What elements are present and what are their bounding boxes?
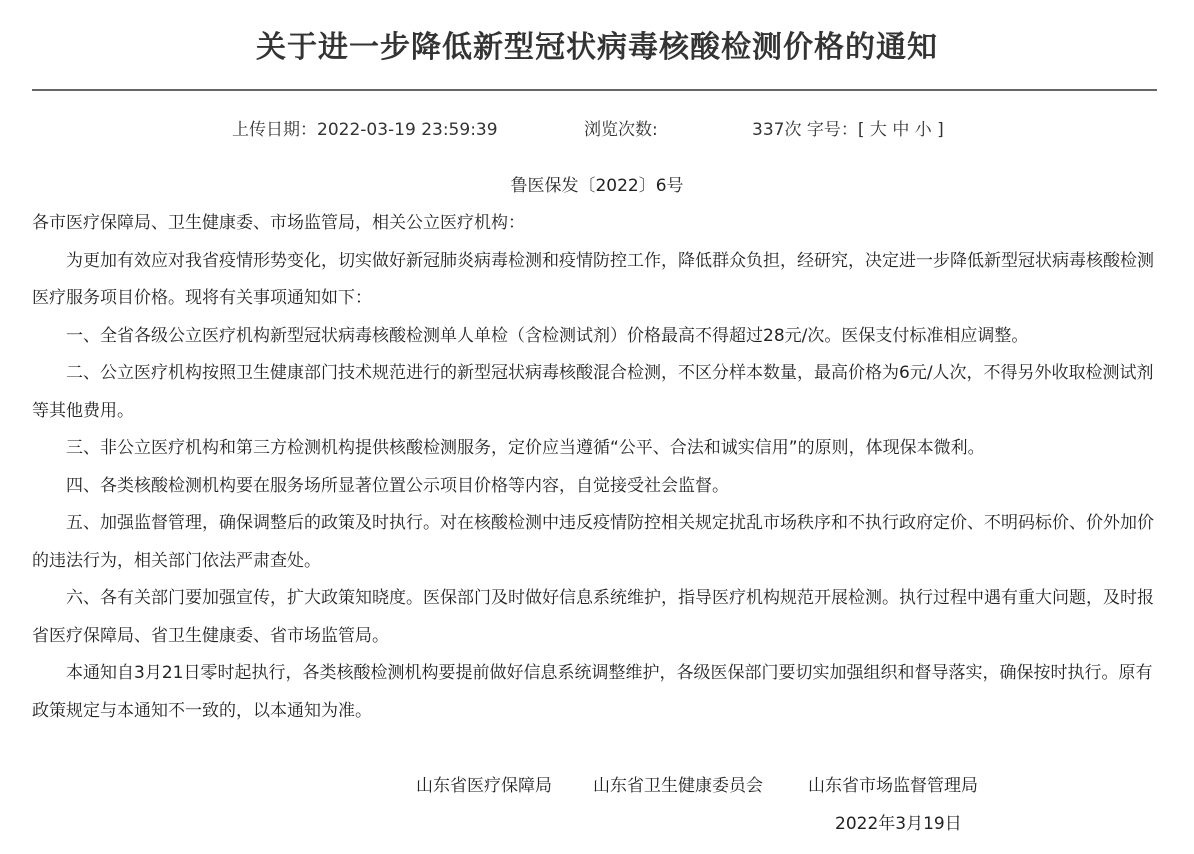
paragraph-intro: 为更加有效应对我省疫情形势变化，切实做好新冠肺炎病毒检测和疫情防控工作，降低群众负担，经研究，决定进一步降低新型冠状病毒核酸检测医疗服务项目价格。现将有关事项通知如下： xyxy=(32,250,1154,308)
font-size-close-bracket: ] xyxy=(937,120,944,140)
title-divider xyxy=(32,89,1157,91)
paragraph-item-1: 一、全省各级公立医疗机构新型冠状病毒核酸检测单人单检（含检测试剂）价格最高不得超过28元/次。医保支付标准相应调整。 xyxy=(66,325,1029,346)
paragraph-item-2: 二、公立医疗机构按照卫生健康部门技术规范进行的新型冠状病毒核酸混合检测，不区分样本数量，最高价格为6元/人次，不得另外收取检测试剂等其他费用。 xyxy=(32,363,1154,421)
views-label: 浏览次数: xyxy=(584,120,658,140)
views-count: 337次 xyxy=(752,120,802,140)
article-body xyxy=(32,205,1157,730)
font-size-small-link[interactable]: 小 xyxy=(914,120,932,140)
views-and-font-size xyxy=(752,118,944,142)
font-size-large-link[interactable]: 大 xyxy=(869,120,887,140)
paragraph-item-5: 五、加强监督管理，确保调整后的政策及时执行。对在核酸检测中违反疫情防控相关规定扰乱市场秩序和不执行政府定价、不明码标价、价外加价的违法行为，相关部门依法严肃查处。 xyxy=(32,513,1154,571)
font-size-label: 字号：[ xyxy=(801,120,865,140)
upload-date: 上传日期：2022-03-19 23:59:39 xyxy=(232,120,498,140)
paragraph-closing: 本通知自3月21日零时起执行，各类核酸检测机构要提前做好信息系统调整维护，各级医保部门要切实加强组织和督导落实，确保按时执行。原有政策规定与本通知不一致的，以本通知为准。 xyxy=(32,663,1153,721)
paragraph-item-4: 四、各类核酸检测机构要在服务场所显著位置公示项目价格等内容，自觉接受社会监督。 xyxy=(66,475,729,496)
paragraph-item-3: 三、非公立医疗机构和第三方检测机构提供核酸检测服务，定价应当遵循“公平、合法和诚实信用”的原则，体现保本微利。 xyxy=(66,438,985,458)
paragraph-item-6: 六、各有关部门要加强宣传，扩大政策知晓度。医保部门及时做好信息系统维护，指导医疗机构规范开展检测。执行过程中遇有重大问题，及时报省医疗保障局、省卫生健康委、省市场监管局。 xyxy=(32,588,1154,646)
salutation: 各市医疗保障局、卫生健康委、市场监管局，相关公立医疗机构： xyxy=(32,213,525,233)
document-number: 鲁医保发〔2022〕6号 xyxy=(510,176,684,196)
signature-medical-security-bureau: 山东省医疗保障局 xyxy=(416,776,552,796)
signature-date: 2022年3月19日 xyxy=(835,814,962,834)
page-title: 关于进一步降低新型冠状病毒核酸检测价格的通知 xyxy=(256,30,938,65)
signature-market-regulation-bureau: 山东省市场监督管理局 xyxy=(808,776,978,796)
signature-health-commission: 山东省卫生健康委员会 xyxy=(593,776,763,796)
font-size-medium-link[interactable]: 中 xyxy=(892,120,910,140)
